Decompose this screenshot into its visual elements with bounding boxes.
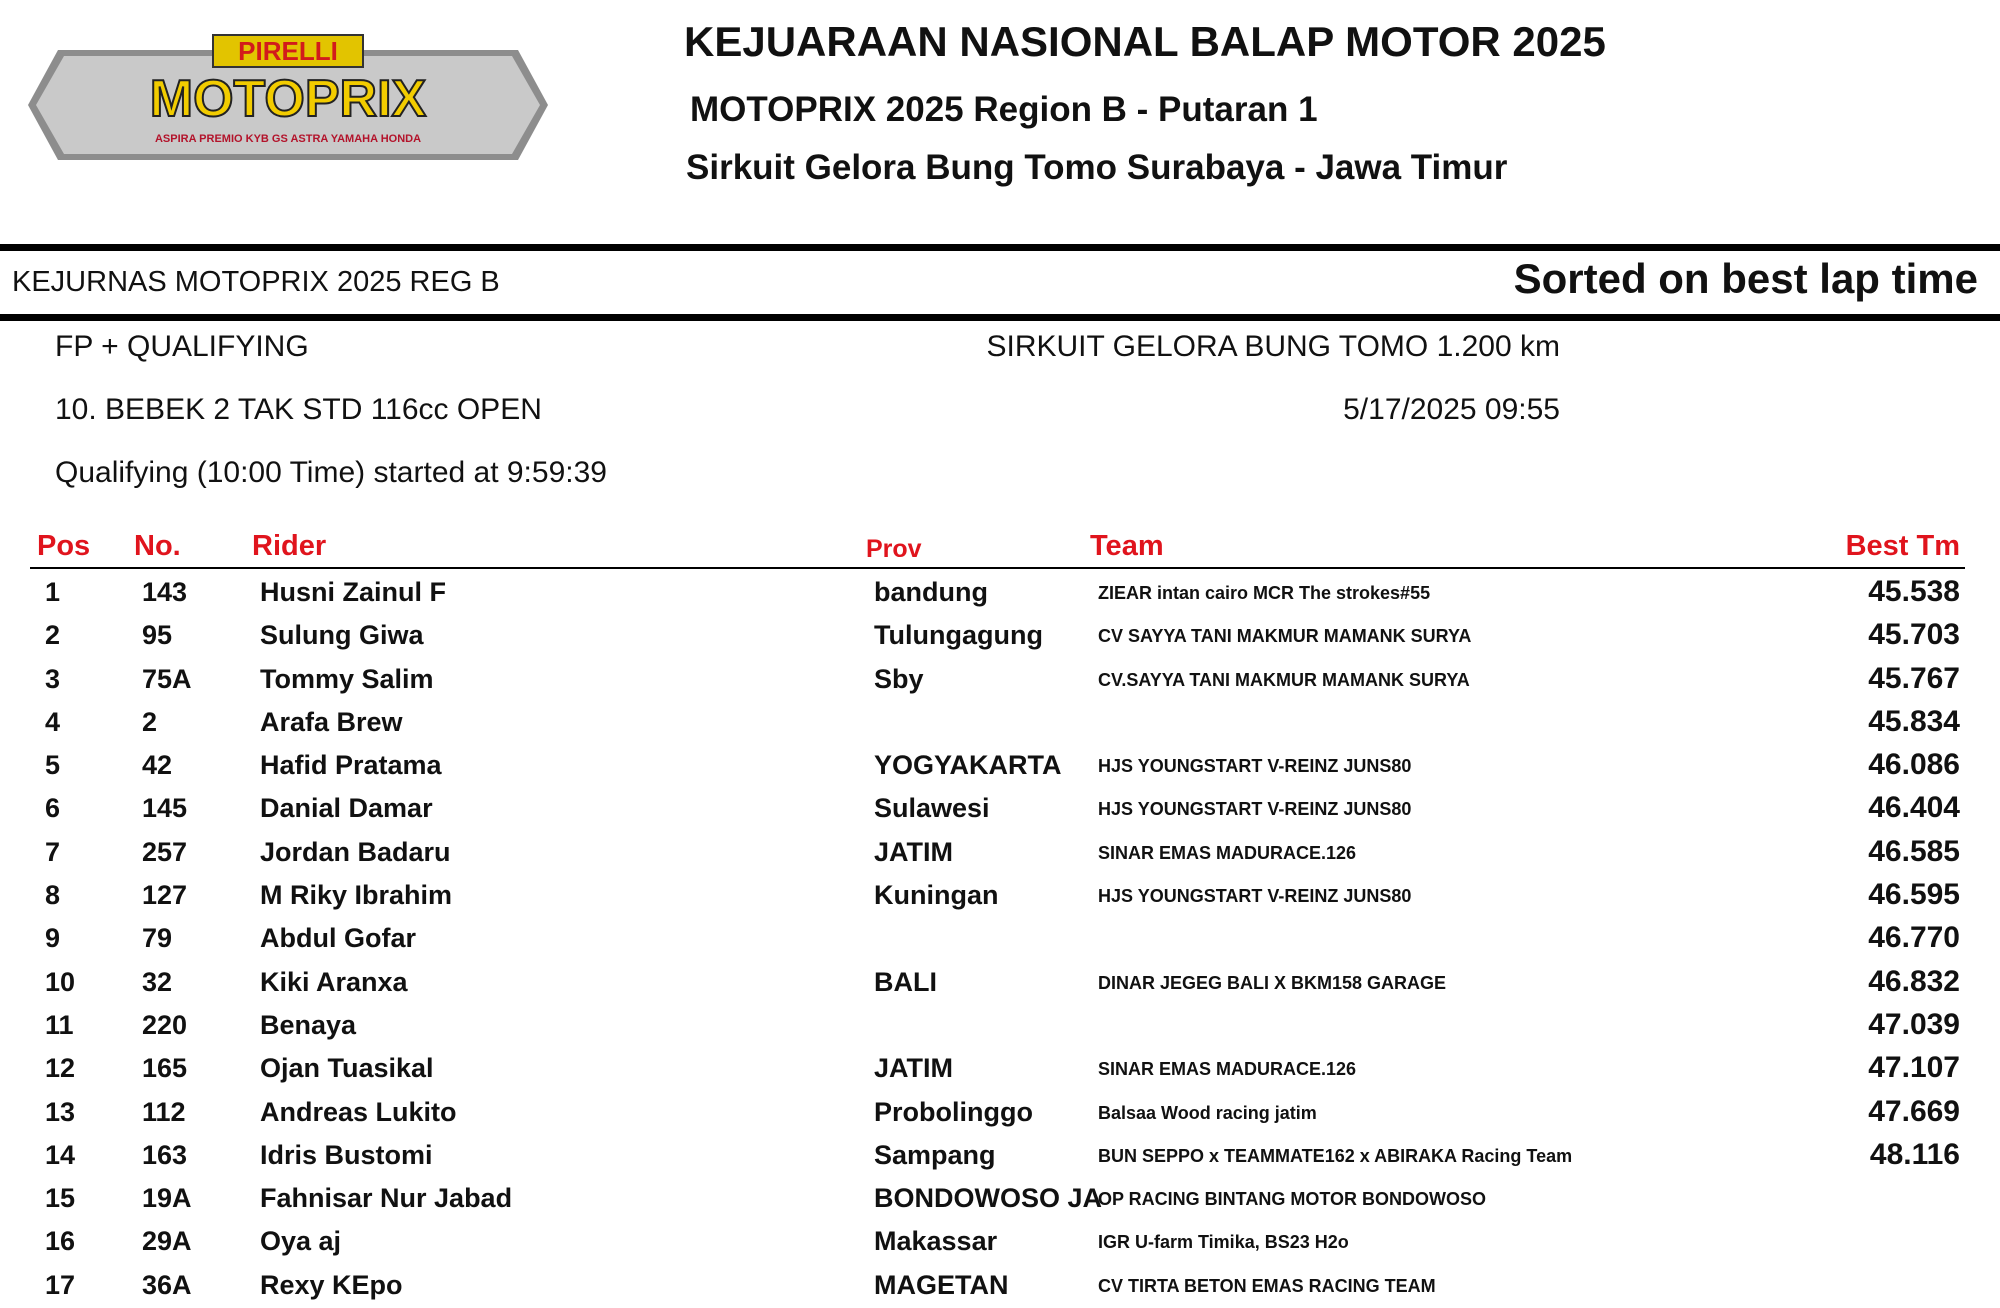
cell-pos: 10 — [45, 966, 76, 997]
cell-pos: 17 — [45, 1269, 76, 1300]
cell-prov: Tulungagung — [874, 620, 1043, 651]
cell-rider: Andreas Lukito — [260, 1096, 457, 1127]
header-rule — [30, 567, 1965, 569]
cell-prov: Sulawesi — [874, 793, 990, 824]
cell-rider: M Riky Ibrahim — [260, 880, 453, 911]
cell-pos: 11 — [45, 1009, 74, 1040]
cell-best: 48.116 — [1869, 1137, 1960, 1171]
cell-pos: 9 — [45, 923, 61, 954]
table-row — [0, 962, 2000, 1005]
cell-prov: Sby — [874, 663, 924, 694]
table-row — [0, 1265, 2000, 1308]
cell-team: CV.SAYYA TANI MAKMUR MAMANK SURYA — [1098, 669, 1470, 690]
table-row — [0, 1135, 2000, 1178]
motoprix-wordmark: MOTOPRIX — [149, 70, 427, 128]
cell-pos: 15 — [45, 1183, 76, 1214]
cell-no: 79 — [142, 923, 173, 954]
cell-rider: Benaya — [260, 1009, 357, 1040]
cell-best: 46.595 — [1868, 878, 1960, 912]
cell-no: 143 — [142, 577, 188, 607]
circuit-length: SIRKUIT GELORA BUNG TOMO 1.200 km — [986, 330, 1560, 363]
cell-best: 46.404 — [1868, 791, 1960, 825]
pirelli-wordmark: PIRELLI — [238, 36, 338, 66]
divider-top — [0, 244, 2000, 251]
table-row — [0, 572, 2000, 615]
cell-pos: 3 — [45, 663, 61, 694]
cell-pos: 4 — [45, 706, 61, 737]
results-table — [0, 572, 2000, 1308]
cell-rider: Sulung Giwa — [260, 620, 424, 651]
cell-best: 47.107 — [1868, 1051, 1960, 1085]
cell-rider: Oya aj — [260, 1226, 342, 1257]
cell-rider: Arafa Brew — [260, 706, 403, 737]
cell-best: 45.703 — [1868, 618, 1960, 652]
cell-pos: 8 — [45, 880, 61, 911]
cell-best: 47.039 — [1868, 1007, 1960, 1041]
cell-rider: Kiki Aranxa — [260, 966, 408, 997]
cell-pos: 16 — [45, 1226, 76, 1257]
cell-rider: Ojan Tuasikal — [260, 1053, 434, 1084]
cell-prov: Makassar — [874, 1226, 998, 1257]
session-datetime: 5/17/2025 09:55 — [1343, 393, 1560, 426]
cell-pos: 7 — [45, 836, 61, 867]
cell-no: 32 — [142, 966, 173, 997]
cell-prov: Sampang — [874, 1139, 996, 1170]
header-best: Best Tm — [1845, 530, 1960, 562]
cell-no: 163 — [142, 1139, 188, 1170]
header-prov: Prov — [866, 535, 922, 563]
page-subtitle: MOTOPRIX 2025 Region B - Putaran 1 — [690, 90, 1318, 129]
cell-prov: Kuningan — [874, 880, 999, 911]
table-row — [0, 1092, 2000, 1135]
header-no: No. — [134, 530, 181, 562]
cell-rider: Jordan Badaru — [260, 836, 451, 867]
cell-prov: bandung — [874, 577, 988, 607]
table-row — [0, 702, 2000, 745]
cell-best: 46.585 — [1868, 834, 1960, 868]
cell-best: 47.669 — [1868, 1094, 1960, 1128]
cell-team: SINAR EMAS MADURACE.126 — [1098, 1059, 1357, 1080]
table-row — [0, 659, 2000, 702]
cell-team: HJS YOUNGSTART V-REINZ JUNS80 — [1098, 799, 1412, 820]
cell-best: 46.770 — [1868, 921, 1960, 955]
cell-pos: 12 — [45, 1053, 76, 1084]
cell-no: 145 — [142, 793, 188, 824]
table-row — [0, 918, 2000, 961]
cell-prov: BALI — [874, 966, 937, 997]
class-name: 10. BEBEK 2 TAK STD 116cc OPEN — [55, 393, 542, 426]
cell-no: 165 — [142, 1053, 188, 1084]
cell-rider: Fahnisar Nur Jabad — [260, 1183, 513, 1214]
cell-no: 112 — [142, 1096, 186, 1127]
table-row — [0, 788, 2000, 831]
cell-prov: MAGETAN — [874, 1269, 1009, 1300]
cell-team: OP RACING BINTANG MOTOR BONDOWOSO — [1098, 1189, 1487, 1210]
table-row — [0, 832, 2000, 875]
divider-bottom — [0, 314, 2000, 321]
table-row — [0, 615, 2000, 658]
page-title: KEJUARAAN NASIONAL BALAP MOTOR 2025 — [684, 18, 1606, 65]
table-row — [0, 745, 2000, 788]
table-row — [0, 875, 2000, 918]
cell-team: ZIEAR intan cairo MCR The strokes#55 — [1098, 583, 1431, 603]
table-row — [0, 1178, 2000, 1221]
cell-prov: Probolinggo — [874, 1096, 1033, 1127]
cell-no: 257 — [142, 836, 188, 867]
session-name: FP + QUALIFYING — [55, 330, 309, 363]
cell-no: 127 — [142, 880, 188, 911]
cell-team: CV SAYYA TANI MAKMUR MAMANK SURYA — [1098, 626, 1472, 647]
session-start-info: Qualifying (10:00 Time) started at 9:59:39 — [55, 456, 607, 489]
header-rider: Rider — [252, 530, 327, 562]
cell-no: 75A — [142, 663, 192, 694]
cell-rider: Idris Bustomi — [260, 1139, 433, 1170]
cell-team: HJS YOUNGSTART V-REINZ JUNS80 — [1098, 886, 1412, 907]
cell-prov: JATIM — [874, 1053, 953, 1084]
cell-rider: Abdul Gofar — [260, 923, 416, 954]
cell-rider: Tommy Salim — [260, 663, 434, 694]
cell-rider: Hafid Pratama — [260, 750, 442, 781]
cell-rider: Husni Zainul F — [260, 577, 446, 607]
cell-pos: 2 — [45, 620, 61, 651]
cell-pos: 14 — [45, 1139, 76, 1170]
cell-best: 45.767 — [1868, 661, 1960, 695]
cell-no: 29A — [142, 1226, 192, 1257]
cell-team: BUN SEPPO x TEAMMATE162 x ABIRAKA Racing Team — [1098, 1145, 1573, 1166]
cell-team: DINAR JEGEG BALI X BKM158 GARAGE — [1098, 972, 1447, 993]
event-name: KEJURNAS MOTOPRIX 2025 REG B — [12, 266, 500, 298]
table-row — [0, 1221, 2000, 1264]
cell-team: Balsaa Wood racing jatim — [1098, 1102, 1317, 1123]
cell-no: 42 — [142, 750, 173, 781]
cell-pos: 5 — [45, 750, 61, 781]
cell-prov: BONDOWOSO JA — [874, 1183, 1103, 1214]
circuit-location: Sirkuit Gelora Bung Tomo Surabaya - Jawa Timur — [686, 148, 1508, 187]
sort-note: Sorted on best lap time — [1513, 255, 1978, 302]
cell-rider: Rexy KEpo — [260, 1269, 403, 1300]
motoprix-logo — [28, 30, 548, 180]
cell-best: 45.538 — [1868, 575, 1960, 608]
cell-pos: 6 — [45, 793, 61, 824]
cell-no: 95 — [142, 620, 173, 651]
cell-pos: 1 — [45, 577, 61, 607]
cell-best: 45.834 — [1868, 704, 1960, 738]
cell-no: 2 — [142, 706, 158, 737]
table-row — [0, 1048, 2000, 1091]
cell-best: 46.086 — [1868, 748, 1960, 782]
header-pos: Pos — [37, 530, 91, 562]
cell-no: 36A — [142, 1269, 192, 1300]
cell-team: CV TIRTA BETON EMAS RACING TEAM — [1098, 1275, 1436, 1296]
header-team: Team — [1090, 530, 1164, 562]
cell-rider: Danial Damar — [260, 793, 433, 824]
cell-prov: JATIM — [874, 836, 953, 867]
cell-prov: YOGYAKARTA — [874, 750, 1062, 781]
cell-pos: 13 — [45, 1096, 76, 1127]
cell-team: IGR U-farm Timika, BS23 H2o — [1098, 1232, 1349, 1253]
cell-no: 220 — [142, 1009, 188, 1040]
cell-team: HJS YOUNGSTART V-REINZ JUNS80 — [1098, 756, 1412, 777]
table-row — [0, 1005, 2000, 1048]
sponsor-strip: ASPIRA PREMIO KYB GS ASTRA YAMAHA HONDA — [154, 133, 422, 145]
cell-no: 19A — [142, 1183, 192, 1214]
cell-team: SINAR EMAS MADURACE.126 — [1098, 842, 1357, 863]
cell-best: 46.832 — [1868, 964, 1960, 998]
